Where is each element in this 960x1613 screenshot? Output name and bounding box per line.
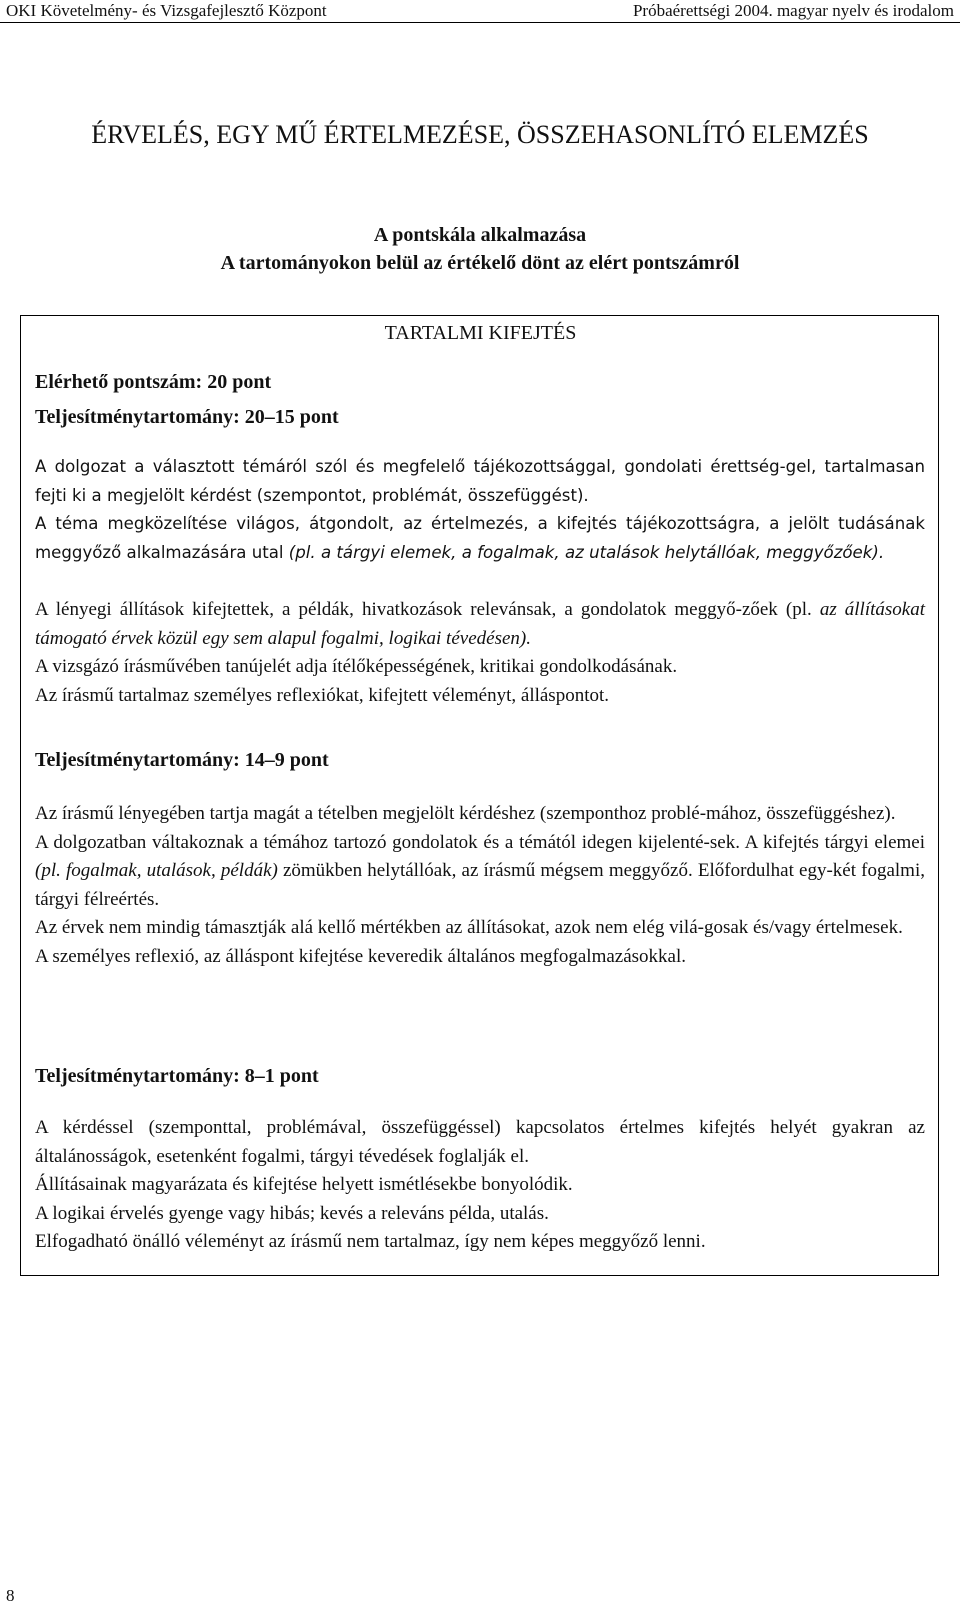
range-1-heading: Teljesítménytartomány: 20–15 pont — [35, 406, 339, 428]
range-1-paragraph-5: Az írásmű tartalmaz személyes reflexiókat, kifejtett véleményt, álláspontot. — [35, 684, 610, 706]
range-1-paragraph-1: A dolgozat a választott témáról szól és megfelelő tájékozottsággal, gondolati érettség-gel, tartalmasan fejti ki a megjelölt kérdést (szempontot, problémát, összefüggést). — [35, 457, 925, 505]
range-1-paragraph-2-example: (pl. a tárgyi elemek, a fogalmak, az utalások helytállóak, meggyőzőek). — [288, 542, 885, 562]
range-2-paragraph-2-text: A dolgozatban váltakoznak a témához tartozó gondolatok és a témától idegen kijelenté-sek. A kifejtés tárgyi elemei — [35, 831, 925, 853]
range-1-text — [35, 453, 925, 567]
range-2-paragraph-4: A személyes reflexió, az álláspont kifejtése keveredik általános megfogalmazásokkal. — [35, 945, 687, 967]
subtitle-scale-usage: A pontskála alkalmazása — [373, 224, 587, 246]
box-title: TARTALMI KIFEJTÉS — [384, 322, 577, 344]
range-1-text-serif — [35, 596, 925, 710]
range-2-paragraph-2 — [35, 829, 925, 915]
range-1-paragraph-2 — [35, 510, 925, 567]
range-2-paragraph-3: Az érvek nem mindig támasztják alá kellő mértékben az állításokat, azok nem elég vilá-gosak és/vagy értelmesek. — [35, 917, 903, 938]
range-1-paragraph-3 — [35, 596, 925, 653]
header-institution: OKI Követelmény- és Vizsgafejlesztő Központ — [6, 1, 327, 20]
page-number: 8 — [6, 1586, 15, 1605]
range-3-paragraph-2: Állításainak magyarázata és kifejtése helyett ismétlésekbe bonyolódik. — [35, 1174, 573, 1195]
range-3-paragraph-4: Elfogadható önálló véleményt az írásmű nem tartalmaz, így nem képes meggyőző lenni. — [35, 1231, 706, 1252]
range-3-heading: Teljesítménytartomány: 8–1 pont — [35, 1065, 319, 1087]
content-criteria-box — [20, 315, 939, 1276]
range-2-paragraph-1: Az írásmű lényegében tartja magát a tételben megjelölt kérdéshez (szemponthoz problé-mához, összefüggéshez). — [35, 803, 896, 824]
range-2-paragraph-2-rest: zömükben helytállóak, az írásmű mégsem meggyőző. Előfordulhat egy-két fogalmi, tárgyi félreértés. — [35, 860, 925, 910]
max-points-label: Elérhető pontszám: 20 pont — [35, 371, 272, 393]
range-2-text — [35, 800, 925, 971]
page-title: ÉRVELÉS, EGY MŰ ÉRTELMEZÉSE, ÖSSZEHASONLÍTÓ ELEMZÉS — [91, 120, 869, 149]
range-1-paragraph-2-text: A téma megközelítése világos, átgondolt, az értelmezés, a kifejtés tájékozottságra, a jelölt tudásának meggyőző alkalmazására utal — [35, 514, 925, 562]
header-exam-title: Próbaérettségi 2004. magyar nyelv és irodalom — [632, 1, 954, 20]
range-3-text — [35, 1114, 925, 1257]
range-1-paragraph-4: A vizsgázó írásművében tanújelét adja ítélőképességének, kritikai gondolkodásának. — [35, 656, 678, 677]
range-2-heading: Teljesítménytartomány: 14–9 pont — [35, 749, 329, 771]
range-1-paragraph-3-text: A lényegi állítások kifejtettek, a példák, hivatkozások relevánsak, a gondolatok meggyő-zőek (pl. — [35, 599, 820, 620]
subtitle-evaluator-decides: A tartományokon belül az értékelő dönt az elért pontszámról — [220, 252, 740, 274]
range-3-paragraph-1: A kérdéssel (szemponttal, problémával, összefüggéssel) kapcsolatos értelmes kifejtés helyét gyakran az általánosságok, esetenként fogalmi, tárgyi tévedések foglalják el. — [35, 1117, 925, 1167]
range-1-paragraph-3-example: az állításokat támogató érvek közül egy sem alapul fogalmi, logikai tévedésen). — [35, 599, 925, 649]
range-3-paragraph-3: A logikai érvelés gyenge vagy hibás; kevés a releváns példa, utalás. — [35, 1202, 549, 1224]
range-2-paragraph-2-example: (pl. fogalmak, utalások, példák) — [35, 860, 278, 881]
page-header — [0, 0, 960, 23]
